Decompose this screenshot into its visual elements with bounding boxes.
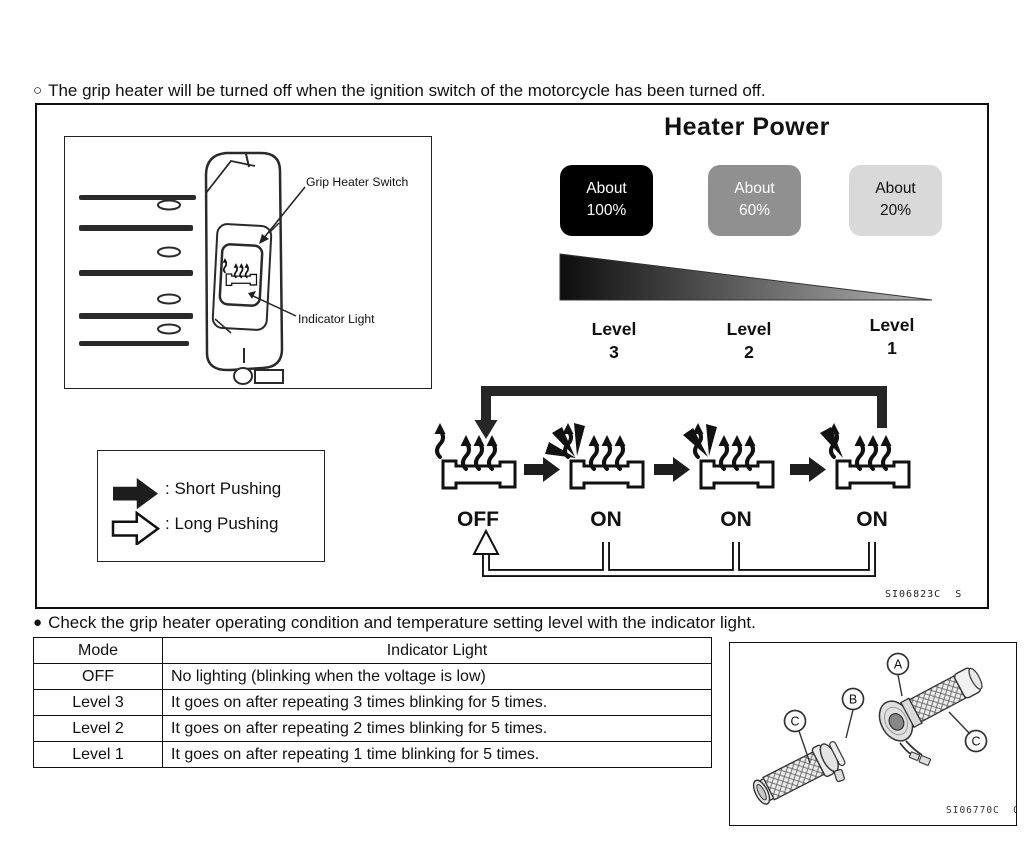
power-box-60: [708, 165, 801, 236]
down-arrowhead-icon: [475, 420, 498, 439]
power-box-value: 100%: [586, 202, 627, 219]
heater-grip-icon-level1: [829, 423, 910, 488]
switch-housing: [206, 153, 283, 384]
switch-illustration-box: [64, 136, 432, 389]
power-box-label: About: [875, 180, 916, 197]
table-row: [34, 742, 712, 768]
level-word: Level: [591, 319, 637, 339]
power-gradient-wedge: [558, 250, 936, 306]
mode-cell: OFF: [34, 664, 163, 690]
level-number: 2: [744, 342, 754, 362]
long-push-return-line-fill: [486, 542, 872, 573]
heater-grip-icon-off: [435, 423, 516, 488]
mode-cycle-diagram: [432, 370, 992, 612]
part-label-a: A: [893, 657, 903, 672]
mode-cell: Level 2: [34, 716, 163, 742]
indicator-light-label: Indicator Light: [298, 312, 375, 326]
state-off-label: OFF: [457, 508, 499, 531]
level-word: Level: [726, 319, 772, 339]
level-number: 3: [609, 342, 619, 362]
blink-rays-3-icon: [545, 423, 585, 458]
grip-heater-switch-label: Grip Heater Switch: [306, 175, 409, 189]
power-box-value: 20%: [879, 202, 912, 219]
short-push-return-line: [486, 391, 882, 428]
check-text: Check the grip heater operating condition and temperature setting level with the indicator light.: [48, 613, 756, 632]
check-sentence: [33, 613, 1013, 633]
short-push-arrow-icon: [524, 457, 560, 482]
intro-text: The grip heater will be turned off when the ignition switch of the motorcycle has been turned off.: [48, 81, 766, 100]
state-on-label: ON: [590, 508, 622, 531]
short-push-arrow-icon: [111, 476, 161, 510]
figure-code: SI06770C G: [946, 805, 1016, 816]
short-push-legend-label: : Short Pushing: [165, 479, 282, 498]
power-box-20: [849, 165, 942, 236]
dot-bullet-icon: ●: [33, 614, 43, 631]
indicator-mode-table: [33, 637, 712, 768]
level-number: 1: [887, 338, 897, 358]
table-header-row: [34, 638, 712, 664]
heater-grip-icon-level2: [693, 423, 774, 488]
long-push-return-line-outline: [486, 542, 872, 573]
long-push-legend-label: : Long Pushing: [165, 514, 279, 533]
state-on-label: ON: [856, 508, 888, 531]
power-box-value: 60%: [738, 202, 771, 219]
level-3-label: [574, 318, 654, 364]
push-legend-box: [97, 450, 325, 562]
indicator-header: Indicator Light: [163, 638, 712, 664]
level-2-label: [709, 318, 789, 364]
long-push-arrow-icon: [111, 511, 161, 545]
grip-parts-illustration: [730, 643, 1016, 825]
desc-cell: No lighting (blinking when the voltage is low): [163, 664, 712, 690]
power-box-label: About: [586, 180, 627, 197]
heater-power-title: Heater Power: [664, 113, 830, 141]
level-word: Level: [869, 315, 915, 335]
handlebar-grip-lines: [79, 195, 196, 346]
power-box-100: [560, 165, 653, 236]
figure-code: SI06823C S: [885, 589, 963, 600]
short-push-arrow-icon: [654, 457, 690, 482]
mode-cell: Level 3: [34, 690, 163, 716]
switch-illustration: [65, 137, 431, 388]
desc-cell: It goes on after repeating 2 times blinking for 5 times.: [163, 716, 712, 742]
grip-parts-figure-box: [729, 642, 1017, 826]
part-label-b: B: [848, 692, 858, 707]
up-open-arrowhead-icon: [474, 531, 498, 554]
table-row: [34, 716, 712, 742]
left-heated-grip: [749, 738, 852, 819]
level-1-label: [852, 314, 932, 360]
power-box-label: About: [734, 180, 775, 197]
heater-grip-icon-level3: [563, 423, 644, 488]
part-label-c: C: [790, 714, 800, 729]
mode-header: Mode: [34, 638, 163, 664]
table-row: [34, 664, 712, 690]
intro-sentence: [33, 81, 993, 101]
desc-cell: It goes on after repeating 3 times blinking for 5 times.: [163, 690, 712, 716]
part-label-c: C: [971, 734, 981, 749]
grip-wiring: [900, 741, 931, 766]
mode-cell: Level 1: [34, 742, 163, 768]
desc-cell: It goes on after repeating 1 time blinking for 5 times.: [163, 742, 712, 768]
table-row: [34, 690, 712, 716]
circle-bullet-icon: ○: [33, 82, 43, 99]
short-push-arrow-icon: [790, 457, 826, 482]
heater-power-figure: [35, 103, 989, 609]
state-on-label: ON: [720, 508, 752, 531]
